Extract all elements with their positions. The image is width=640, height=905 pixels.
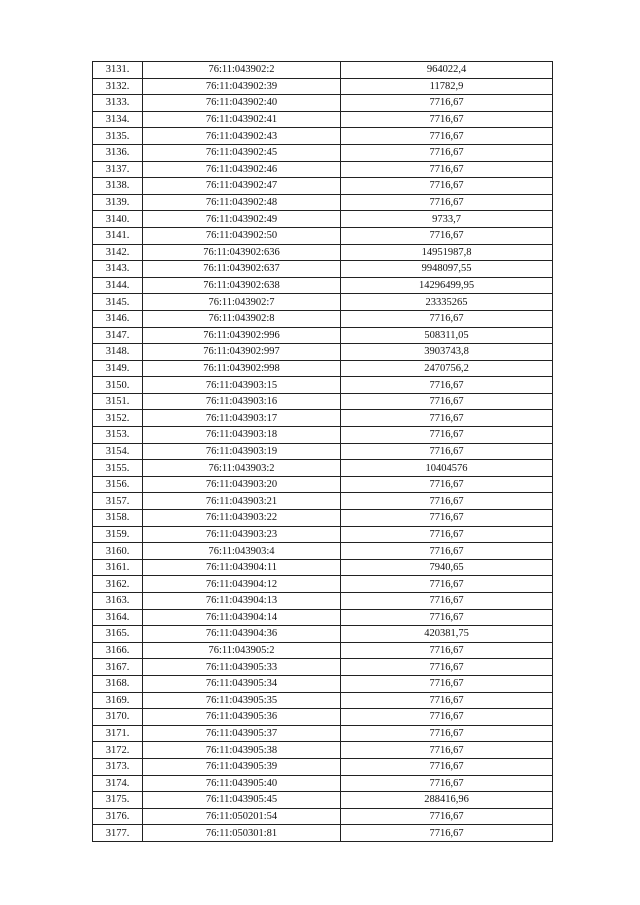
table-row [93,758,553,775]
table-row [93,62,553,79]
row-number-cell: 3165. [93,626,143,643]
cadastral-value-cell: 7716,67 [341,128,553,145]
row-number-cell: 3149. [93,360,143,377]
row-number-cell: 3167. [93,659,143,676]
table-row [93,543,553,560]
table-row [93,227,553,244]
cadastral-number-cell: 76:11:043905:37 [143,725,341,742]
cadastral-number-cell: 76:11:043904:11 [143,559,341,576]
cadastral-value-cell: 11782,9 [341,78,553,95]
row-number-cell: 3170. [93,709,143,726]
row-number-cell: 3177. [93,825,143,842]
cadastral-value-cell: 7716,67 [341,659,553,676]
table-row [93,510,553,527]
cadastral-number-cell: 76:11:043902:43 [143,128,341,145]
row-number-cell: 3143. [93,261,143,278]
cadastral-number-cell: 76:11:043902:39 [143,78,341,95]
cadastral-value-cell: 7716,67 [341,393,553,410]
row-number-cell: 3157. [93,493,143,510]
table-row [93,277,553,294]
row-number-cell: 3175. [93,792,143,809]
cadastral-value-cell: 7716,67 [341,194,553,211]
table-row [93,493,553,510]
table-row [93,427,553,444]
cadastral-number-cell: 76:11:043902:638 [143,277,341,294]
cadastral-value-cell: 7716,67 [341,709,553,726]
cadastral-number-cell: 76:11:043902:998 [143,360,341,377]
cadastral-number-cell: 76:11:043902:2 [143,62,341,79]
cadastral-number-cell: 76:11:043904:12 [143,576,341,593]
table-row [93,294,553,311]
cadastral-value-cell: 7716,67 [341,310,553,327]
table-row [93,261,553,278]
row-number-cell: 3161. [93,559,143,576]
row-number-cell: 3172. [93,742,143,759]
cadastral-value-cell: 420381,75 [341,626,553,643]
cadastral-value-cell: 288416,96 [341,792,553,809]
table-row [93,808,553,825]
table-row [93,211,553,228]
row-number-cell: 3137. [93,161,143,178]
row-number-cell: 3168. [93,675,143,692]
table-row [93,95,553,112]
row-number-cell: 3136. [93,144,143,161]
row-number-cell: 3140. [93,211,143,228]
cadastral-number-cell: 76:11:043903:22 [143,510,341,527]
table-row [93,659,553,676]
row-number-cell: 3166. [93,642,143,659]
row-number-cell: 3132. [93,78,143,95]
cadastral-value-cell: 7716,67 [341,427,553,444]
cadastral-number-cell: 76:11:043903:16 [143,393,341,410]
table-row [93,144,553,161]
row-number-cell: 3131. [93,62,143,79]
row-number-cell: 3176. [93,808,143,825]
row-number-cell: 3133. [93,95,143,112]
cadastral-number-cell: 76:11:043903:23 [143,526,341,543]
cadastral-number-cell: 76:11:043905:35 [143,692,341,709]
table-row [93,576,553,593]
cadastral-number-cell: 76:11:043903:15 [143,377,341,394]
row-number-cell: 3145. [93,294,143,311]
table-row [93,178,553,195]
cadastral-number-cell: 76:11:043905:34 [143,675,341,692]
cadastral-number-cell: 76:11:043905:38 [143,742,341,759]
cadastral-number-cell: 76:11:043904:14 [143,609,341,626]
row-number-cell: 3151. [93,393,143,410]
cadastral-number-cell: 76:11:043902:8 [143,310,341,327]
cadastral-value-cell: 10404576 [341,460,553,477]
cadastral-value-cell: 7716,67 [341,161,553,178]
cadastral-value-cell: 7716,67 [341,593,553,610]
cadastral-value-cell: 7716,67 [341,476,553,493]
cadastral-number-cell: 76:11:043904:36 [143,626,341,643]
table-row [93,692,553,709]
row-number-cell: 3169. [93,692,143,709]
row-number-cell: 3141. [93,227,143,244]
table-row [93,393,553,410]
cadastral-number-cell: 76:11:043905:39 [143,758,341,775]
table-body [93,62,553,842]
row-number-cell: 3174. [93,775,143,792]
cadastral-number-cell: 76:11:050301:81 [143,825,341,842]
table-row [93,161,553,178]
cadastral-value-cell: 7716,67 [341,111,553,128]
table-row [93,626,553,643]
cadastral-number-cell: 76:11:043905:2 [143,642,341,659]
cadastral-value-cell: 14296499,95 [341,277,553,294]
cadastral-value-cell: 7940,65 [341,559,553,576]
row-number-cell: 3162. [93,576,143,593]
cadastral-number-cell: 76:11:043902:996 [143,327,341,344]
cadastral-number-cell: 76:11:043905:45 [143,792,341,809]
table-row [93,360,553,377]
cadastral-value-cell: 23335265 [341,294,553,311]
cadastral-number-cell: 76:11:043905:33 [143,659,341,676]
table-row [93,742,553,759]
cadastral-value-cell: 7716,67 [341,609,553,626]
table-row [93,725,553,742]
cadastral-value-cell: 7716,67 [341,95,553,112]
table-row [93,78,553,95]
row-number-cell: 3152. [93,410,143,427]
table-row [93,327,553,344]
row-number-cell: 3156. [93,476,143,493]
cadastral-value-cell: 14951987,8 [341,244,553,261]
row-number-cell: 3146. [93,310,143,327]
row-number-cell: 3138. [93,178,143,195]
cadastral-number-cell: 76:11:043903:2 [143,460,341,477]
cadastral-value-cell: 7716,67 [341,493,553,510]
cadastral-value-cell: 508311,05 [341,327,553,344]
cadastral-value-cell: 9948097,55 [341,261,553,278]
row-number-cell: 3139. [93,194,143,211]
cadastral-number-cell: 76:11:043903:17 [143,410,341,427]
row-number-cell: 3144. [93,277,143,294]
row-number-cell: 3163. [93,593,143,610]
table-row [93,410,553,427]
table-row [93,194,553,211]
cadastral-value-cell: 7716,67 [341,675,553,692]
cadastral-value-cell: 7716,67 [341,510,553,527]
cadastral-value-cell: 7716,67 [341,825,553,842]
cadastral-value-cell: 7716,67 [341,725,553,742]
row-number-cell: 3135. [93,128,143,145]
cadastral-value-cell: 7716,67 [341,775,553,792]
row-number-cell: 3134. [93,111,143,128]
cadastral-value-cell: 7716,67 [341,543,553,560]
cadastral-value-cell: 7716,67 [341,410,553,427]
cadastral-value-cell: 7716,67 [341,377,553,394]
cadastral-number-cell: 76:11:043902:50 [143,227,341,244]
row-number-cell: 3153. [93,427,143,444]
cadastral-value-cell: 3903743,8 [341,344,553,361]
table-row [93,526,553,543]
table-row [93,111,553,128]
cadastral-value-cell: 7716,67 [341,178,553,195]
row-number-cell: 3147. [93,327,143,344]
table-row [93,460,553,477]
table-row [93,128,553,145]
cadastral-value-cell: 2470756,2 [341,360,553,377]
cadastral-number-cell: 76:11:043902:41 [143,111,341,128]
cadastral-value-cell: 7716,67 [341,692,553,709]
row-number-cell: 3159. [93,526,143,543]
cadastral-value-cell: 9733,7 [341,211,553,228]
table-row [93,593,553,610]
cadastral-number-cell: 76:11:043903:21 [143,493,341,510]
table-row [93,443,553,460]
cadastral-number-cell: 76:11:043902:40 [143,95,341,112]
cadastral-value-cell: 7716,67 [341,808,553,825]
cadastral-number-cell: 76:11:043902:7 [143,294,341,311]
row-number-cell: 3164. [93,609,143,626]
cadastral-number-cell: 76:11:043903:20 [143,476,341,493]
cadastral-value-cell: 7716,67 [341,758,553,775]
cadastral-number-cell: 76:11:043903:4 [143,543,341,560]
row-number-cell: 3150. [93,377,143,394]
table-row [93,244,553,261]
table-row [93,792,553,809]
cadastral-value-table [92,61,553,842]
cadastral-number-cell: 76:11:043902:47 [143,178,341,195]
cadastral-number-cell: 76:11:043903:18 [143,427,341,444]
cadastral-number-cell: 76:11:043902:636 [143,244,341,261]
table-row [93,609,553,626]
row-number-cell: 3142. [93,244,143,261]
cadastral-value-cell: 7716,67 [341,227,553,244]
cadastral-value-cell: 7716,67 [341,642,553,659]
table-row [93,642,553,659]
cadastral-number-cell: 76:11:043902:48 [143,194,341,211]
table-row [93,476,553,493]
row-number-cell: 3158. [93,510,143,527]
row-number-cell: 3160. [93,543,143,560]
row-number-cell: 3173. [93,758,143,775]
table-row [93,377,553,394]
cadastral-value-cell: 7716,67 [341,144,553,161]
cadastral-number-cell: 76:11:043902:46 [143,161,341,178]
cadastral-value-cell: 7716,67 [341,443,553,460]
cadastral-number-cell: 76:11:043905:40 [143,775,341,792]
cadastral-number-cell: 76:11:043902:49 [143,211,341,228]
cadastral-value-cell: 7716,67 [341,742,553,759]
table-row [93,775,553,792]
cadastral-number-cell: 76:11:043904:13 [143,593,341,610]
row-number-cell: 3155. [93,460,143,477]
row-number-cell: 3148. [93,344,143,361]
table-row [93,344,553,361]
cadastral-number-cell: 76:11:050201:54 [143,808,341,825]
row-number-cell: 3154. [93,443,143,460]
row-number-cell: 3171. [93,725,143,742]
table-row [93,559,553,576]
table-row [93,310,553,327]
cadastral-number-cell: 76:11:043905:36 [143,709,341,726]
table-row [93,825,553,842]
cadastral-value-cell: 7716,67 [341,526,553,543]
cadastral-number-cell: 76:11:043903:19 [143,443,341,460]
cadastral-number-cell: 76:11:043902:997 [143,344,341,361]
table-row [93,709,553,726]
cadastral-value-cell: 964022,4 [341,62,553,79]
cadastral-number-cell: 76:11:043902:45 [143,144,341,161]
cadastral-value-cell: 7716,67 [341,576,553,593]
table-row [93,675,553,692]
cadastral-number-cell: 76:11:043902:637 [143,261,341,278]
